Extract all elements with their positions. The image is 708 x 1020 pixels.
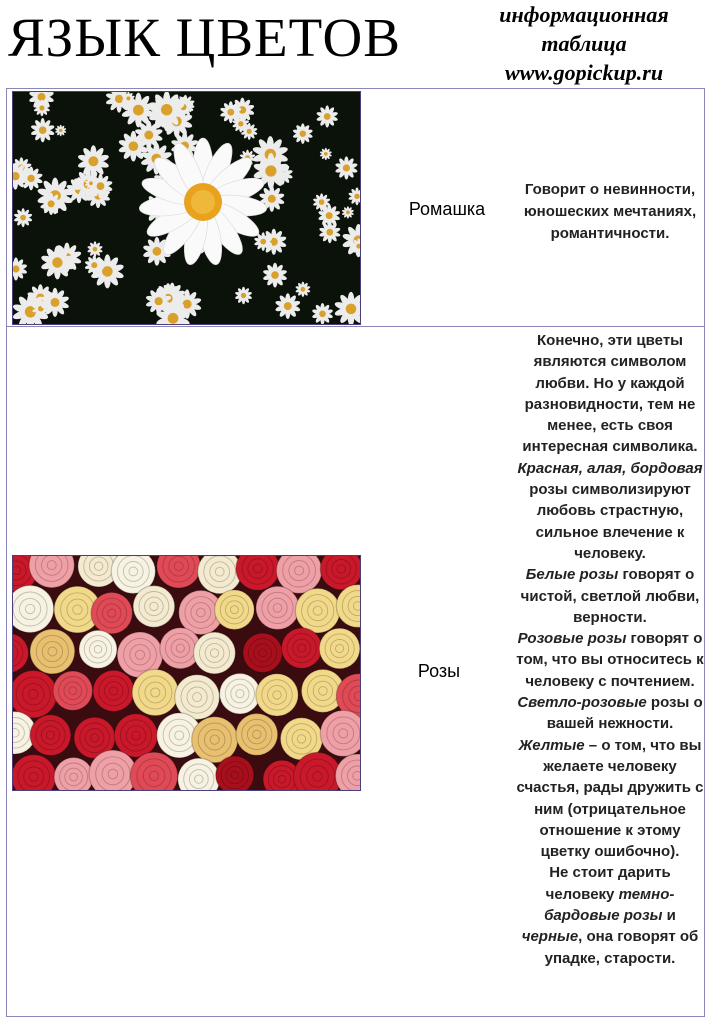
dark-roses-paragraph [515,862,705,968]
chamomile-photo [12,91,361,325]
pink-roses-text: говорят о том, что вы относитесь к человеку с почтением. [516,630,704,690]
red-roses-term: Красная, алая, бордовая [517,459,703,477]
website-link[interactable]: www.gopickup.ru [504,60,664,85]
roses-illustration [13,556,361,791]
light-pink-roses-term: Светло-розовые [517,694,647,712]
intro-paragraph: Конечно, эти цветы являются символом любви. Но у каждой разновидности, тем не менее, есть своя интересная символика. [522,332,698,456]
dark-roses-term: темно-бардовые розы [544,885,675,925]
roses-photo [12,555,361,791]
info-block [470,0,698,87]
light-pink-roses-text: розы о вашей нежности. [546,694,703,733]
flower-description [515,330,705,969]
white-roses-paragraph [515,564,705,628]
table-row-chamomile [7,88,704,327]
yellow-roses-paragraph [515,735,705,863]
yellow-roses-text: – о том, что вы желаете человеку счастья, рады дружить с ним (отрицательное отношение к этому цветку ошибочно). [516,736,704,861]
page-title: ЯЗЫК ЦВЕТОВ [8,7,401,68]
pink-roses-paragraph [515,628,705,692]
table-row-roses [7,326,704,1017]
flower-name: Розы [417,661,461,681]
white-roses-text: говорят о чистой, светлой любви, верности. [520,566,700,626]
yellow-roses-term: Желтые [518,736,585,754]
info-line-1: информационная [499,2,669,27]
light-pink-roses-paragraph [515,692,705,735]
red-roses-paragraph [515,458,705,564]
info-line-2: таблица [541,31,627,56]
dark-roses-intro: Не стоит дарить человеку [545,864,671,903]
black-roses-term: черные [521,928,579,946]
white-roses-term: Белые розы [525,566,619,584]
dark-roses-and: и [662,907,676,925]
red-roses-text: розы символизируют любовь страстную, сильное влечение к человеку. [529,481,691,562]
dark-roses-text: , она говорят об упадке, старости. [544,928,699,967]
flowers-table [6,88,705,1017]
pink-roses-term: Розовые розы [517,630,627,648]
flower-description: Говорит о невинности, юношеских мечтаниях, романтичности. [523,181,697,242]
chamomile-illustration [13,92,361,325]
flower-name: Ромашка [408,199,486,219]
